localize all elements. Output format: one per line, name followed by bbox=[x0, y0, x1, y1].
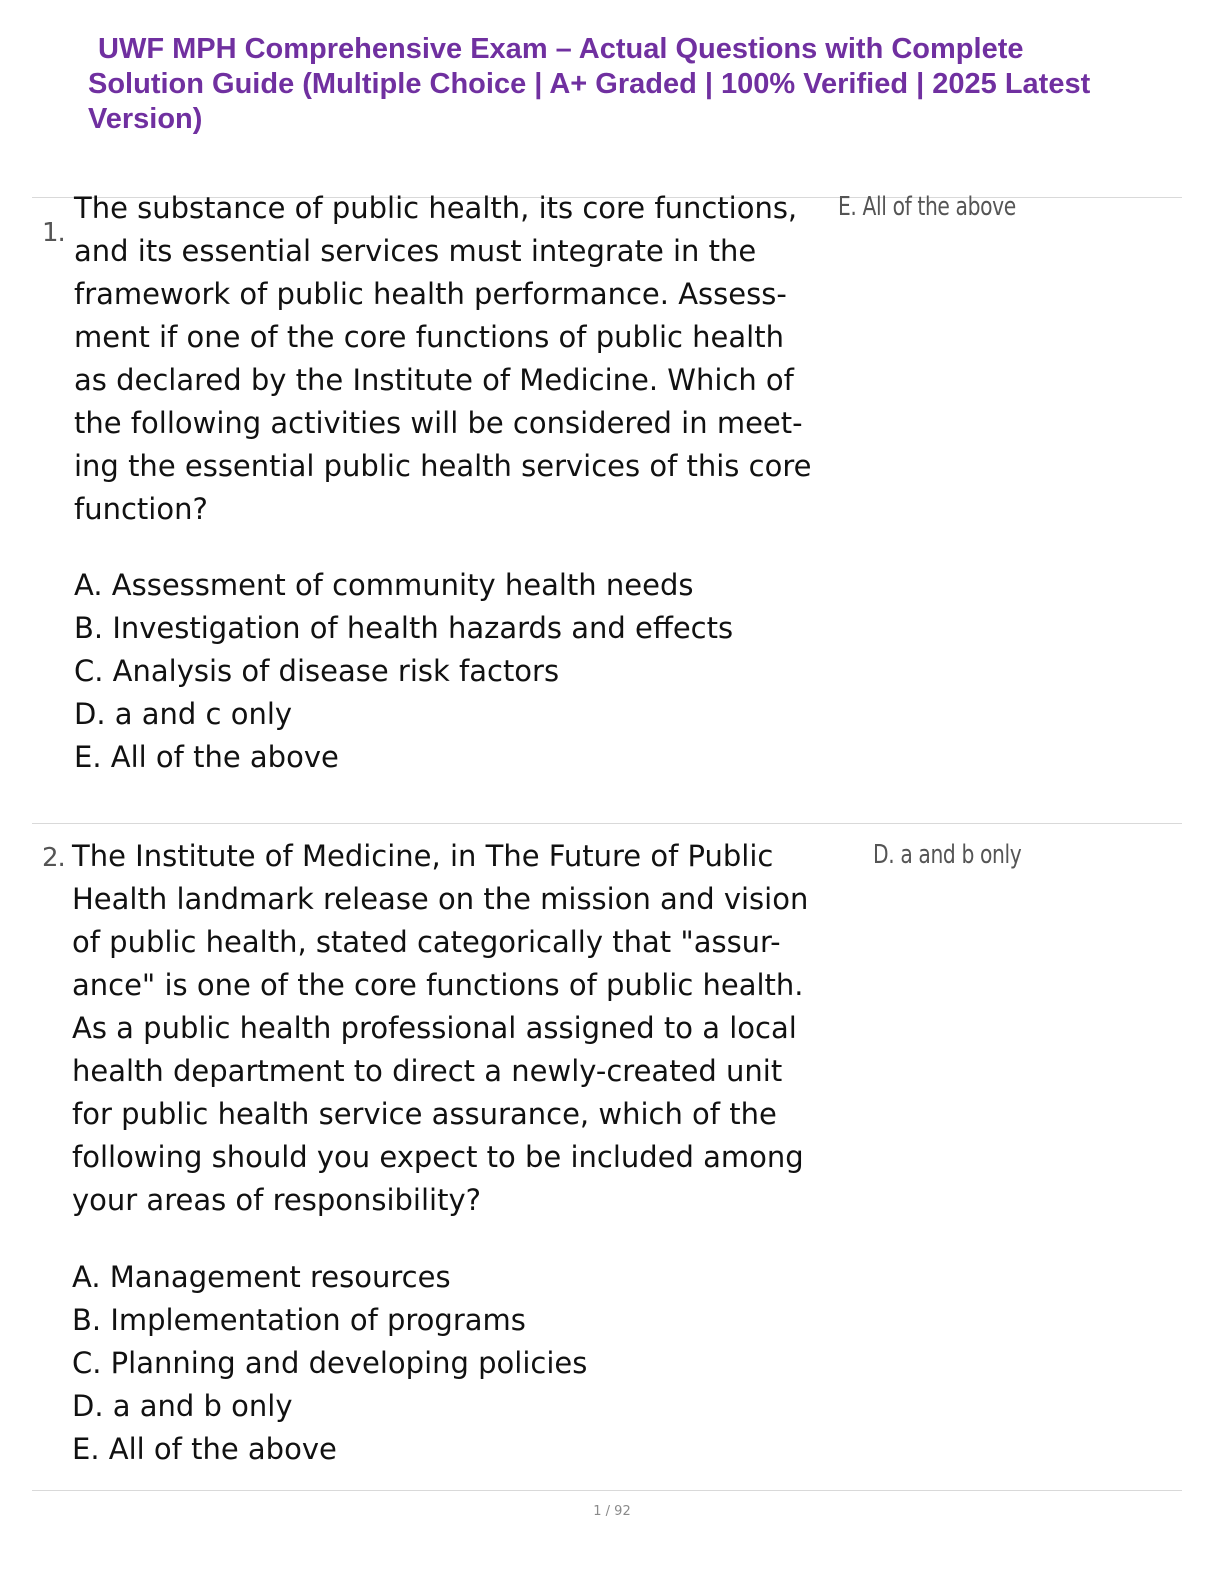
question-text-line: ment if one of the core functions of public health bbox=[74, 320, 784, 354]
question-number: 2. bbox=[42, 843, 65, 873]
question-text-line: of public health, stated categorically that "assur- bbox=[72, 925, 781, 959]
question-text-line: ance" is one of the core functions of public health. bbox=[72, 968, 804, 1002]
option-e: E. All of the above bbox=[74, 740, 339, 774]
option-c: C. Planning and developing policies bbox=[72, 1346, 588, 1380]
question-text-line: ing the essential public health services of this core bbox=[74, 449, 812, 483]
question-text-line: framework of public health performance. Assess- bbox=[74, 277, 787, 311]
option-b: B. Investigation of health hazards and effects bbox=[74, 611, 734, 645]
question-text-line: As a public health professional assigned to a local bbox=[72, 1011, 797, 1045]
answer-options bbox=[72, 1256, 587, 1471]
title-line-1: UWF MPH Comprehensive Exam – Actual Questions with Complete bbox=[98, 33, 1024, 65]
correct-answer: D. a and b only bbox=[873, 840, 1022, 870]
question-text-line: The Institute of Medicine, in The Future of Public bbox=[72, 839, 774, 873]
option-c: C. Analysis of disease risk factors bbox=[74, 654, 560, 688]
correct-answer: E. All of the above bbox=[838, 192, 1016, 222]
option-d: D. a and b only bbox=[72, 1389, 293, 1423]
question-text-line: for public health service assurance, which of the bbox=[72, 1097, 777, 1131]
question-text-line: following should you expect to be included among bbox=[72, 1140, 804, 1174]
title-line-2: Solution Guide (Multiple Choice | A+ Graded | 100% Verified | 2025 Latest bbox=[88, 68, 1091, 100]
option-b: B. Implementation of programs bbox=[72, 1303, 526, 1337]
option-a: A. Management resources bbox=[72, 1260, 451, 1294]
question-text-line: and its essential services must integrate in the bbox=[74, 234, 757, 268]
question-text-line: the following activities will be considered in meet- bbox=[74, 406, 803, 440]
option-e: E. All of the above bbox=[72, 1432, 337, 1466]
option-d: D. a and c only bbox=[74, 697, 293, 731]
option-a: A. Assessment of community health needs bbox=[74, 568, 694, 602]
title-line-3: Version) bbox=[88, 103, 203, 135]
question-text-line: Health landmark release on the mission and vision bbox=[72, 882, 809, 916]
question-text bbox=[72, 835, 842, 1222]
question-number: 1. bbox=[42, 218, 65, 248]
document-title bbox=[88, 32, 1198, 137]
answer-options bbox=[74, 564, 733, 779]
question-text-line: health department to direct a newly-created unit bbox=[72, 1054, 783, 1088]
question-text-line: The substance of public health, its core functions, bbox=[74, 191, 798, 225]
divider-middle bbox=[32, 823, 1182, 824]
divider-bottom bbox=[32, 1490, 1182, 1491]
question-text-line: as declared by the Institute of Medicine. Which of bbox=[74, 363, 794, 397]
question-text bbox=[74, 187, 844, 531]
question-text-line: your areas of responsibility? bbox=[72, 1183, 482, 1217]
page-number: 1 / 92 bbox=[593, 1504, 631, 1519]
question-text-line: function? bbox=[74, 492, 208, 526]
